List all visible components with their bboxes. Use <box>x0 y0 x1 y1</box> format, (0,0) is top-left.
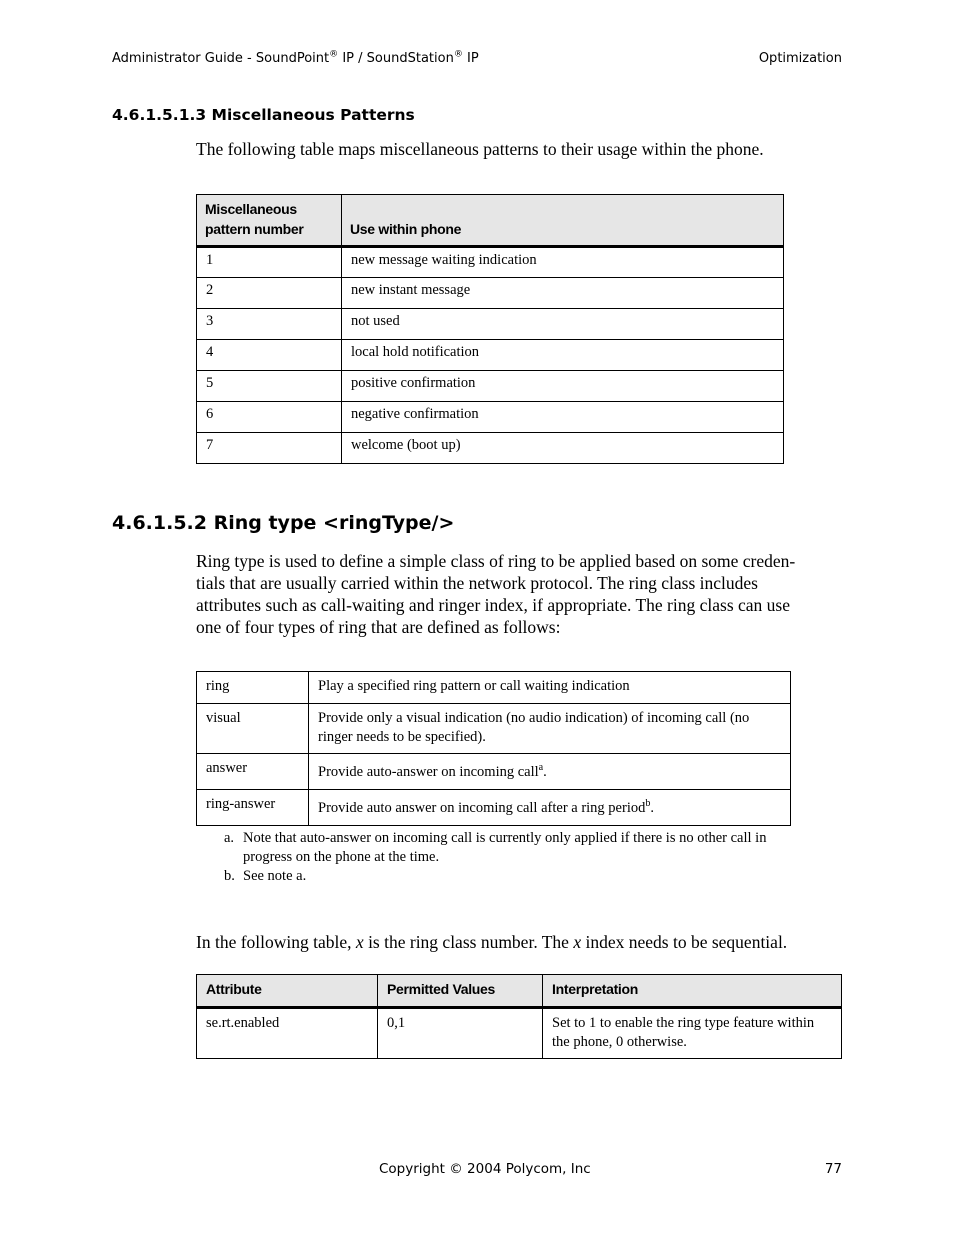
footnote-text: See note a. <box>243 868 307 884</box>
permitted-values-cell: 0,1 <box>378 1008 543 1059</box>
header-title-part: Administrator Guide - SoundPoint <box>112 51 330 66</box>
ring-type-attributes-table <box>196 974 842 1059</box>
description-text: Provide auto-answer on incoming call <box>318 764 539 780</box>
variable-x: x <box>573 932 582 952</box>
table-row <box>197 278 784 309</box>
heading-misc-patterns: 4.6.1.5.1.3 Miscellaneous Patterns <box>112 106 415 124</box>
footnote <box>224 867 784 886</box>
pattern-use-cell: local hold notification <box>342 340 784 371</box>
attribute-name-cell: se.rt.enabled <box>197 1008 378 1059</box>
paragraph-line: Ring type is used to define a simple class of ring to be applied based on some creden- <box>196 551 796 571</box>
table-row <box>197 1008 842 1059</box>
footnote-reference: b <box>645 798 651 810</box>
table-row <box>197 754 791 790</box>
registered-mark: ® <box>453 49 463 60</box>
table-row <box>197 704 791 754</box>
pattern-number-cell: 2 <box>197 278 342 309</box>
column-header-interpretation: Interpretation <box>543 975 842 1008</box>
column-header-permitted-values: Permitted Values <box>378 975 543 1008</box>
copyright-footer: Copyright © 2004 Polycom, Inc <box>379 1161 591 1177</box>
misc-patterns-table <box>196 194 784 464</box>
ring-type-name-cell: ring-answer <box>197 790 309 826</box>
pattern-number-cell: 6 <box>197 402 342 433</box>
header-title-part: IP <box>462 51 479 66</box>
misc-intro-paragraph: The following table maps miscellaneous patterns to their usage within the phone. <box>196 139 764 159</box>
pattern-number-cell: 5 <box>197 371 342 402</box>
pattern-number-cell: 4 <box>197 340 342 371</box>
ring-type-description-cell: Provide only a visual indication (no audio indication) of incoming call (no ringer needs to be specified). <box>309 704 791 754</box>
heading-ring-type: 4.6.1.5.2 Ring type <ringType/> <box>112 512 455 534</box>
column-header-pattern-number: Miscellaneous pattern number <box>197 195 342 247</box>
ring-types-table <box>196 671 791 826</box>
table-row <box>197 790 791 826</box>
column-header-use: Use within phone <box>342 195 784 247</box>
table-row <box>197 309 784 340</box>
table-row <box>197 247 784 278</box>
table-row <box>197 371 784 402</box>
ring-type-name-cell: answer <box>197 754 309 790</box>
ring-type-paragraph <box>196 550 795 638</box>
pattern-use-cell: new instant message <box>342 278 784 309</box>
ring-type-description-cell: Provide auto answer on incoming call after a ring period$^b$. <box>309 790 791 826</box>
intro-text: index needs to be sequential. <box>581 932 788 952</box>
page-number: 77 <box>824 1161 842 1177</box>
column-header-attribute: Attribute <box>197 975 378 1008</box>
pattern-number-cell: 1 <box>197 247 342 278</box>
table-footnotes <box>224 829 784 886</box>
interpretation-cell: Set to 1 to enable the ring type feature within the phone, 0 otherwise. <box>543 1008 842 1059</box>
pattern-use-cell: negative confirmation <box>342 402 784 433</box>
paragraph-line: one of four types of ring that are defined as follows: <box>196 617 561 637</box>
table-row <box>197 402 784 433</box>
intro-text: In the following table, <box>196 932 356 952</box>
paragraph-line: attributes such as call-waiting and ringer index, if appropriate. The ring class can use <box>196 595 790 615</box>
pattern-number-cell: 7 <box>197 433 342 464</box>
variable-x: x <box>355 932 364 952</box>
table-row <box>197 672 791 704</box>
ring-type-description-cell: Play a specified ring pattern or call waiting indication <box>309 672 791 704</box>
footnote <box>224 829 784 867</box>
description-text: Provide auto answer on incoming call after a ring period <box>318 800 646 816</box>
registered-mark: ® <box>329 49 339 60</box>
ring-type-description-cell: Provide auto-answer on incoming call$^a$. <box>309 754 791 790</box>
pattern-use-cell: new message waiting indication <box>342 247 784 278</box>
table-header-row <box>197 975 842 1008</box>
pattern-use-cell: not used <box>342 309 784 340</box>
attribute-table-intro <box>196 931 787 953</box>
footnote-reference: a <box>538 762 544 774</box>
header-title-part: IP / SoundStation <box>338 51 454 66</box>
running-header-section: Optimization <box>758 51 842 66</box>
pattern-use-cell: welcome (boot up) <box>342 433 784 464</box>
footnote-mark: b. <box>224 868 235 884</box>
table-header-row <box>197 195 784 247</box>
footnote-mark: a. <box>224 830 235 846</box>
intro-text: is the ring class number. The <box>363 932 574 952</box>
footnote-text: Note that auto-answer on incoming call is currently only applied if there is no other call in progress on the phone at the time. <box>243 830 767 865</box>
pattern-number-cell: 3 <box>197 309 342 340</box>
ring-type-name-cell: ring <box>197 672 309 704</box>
paragraph-line: tials that are usually carried within the network protocol. The ring class includes <box>196 573 758 593</box>
running-header-title <box>112 51 479 66</box>
ring-type-name-cell: visual <box>197 704 309 754</box>
pattern-use-cell: positive confirmation <box>342 371 784 402</box>
table-row <box>197 340 784 371</box>
table-row <box>197 433 784 464</box>
